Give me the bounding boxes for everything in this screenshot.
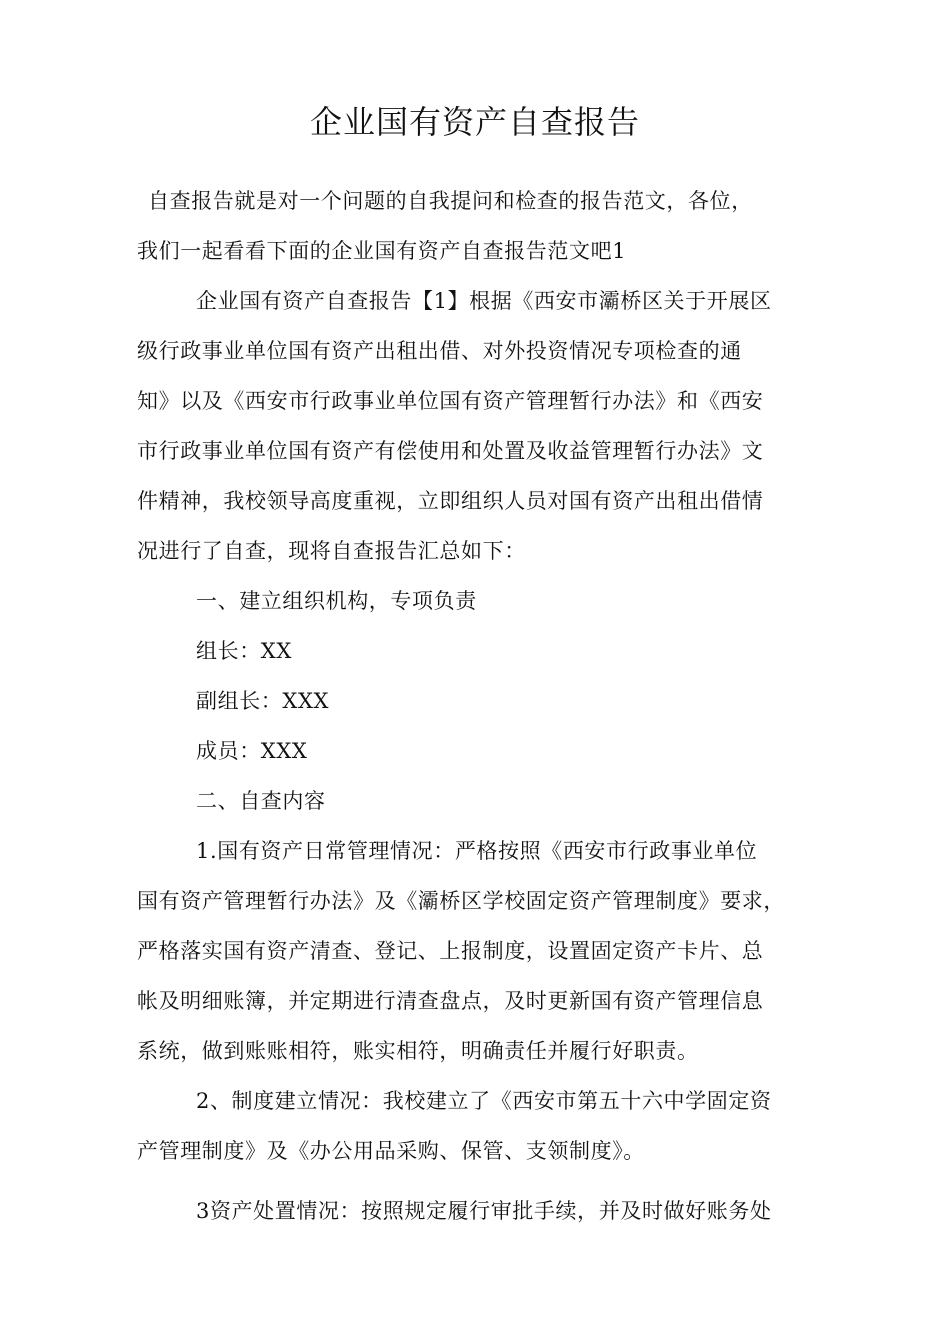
paragraph-line: 2、制度建立情况：我校建立了《西安市第五十六中学固定资 — [196, 1089, 772, 1113]
section-heading: 二、自查内容 — [196, 789, 326, 813]
paragraph-line: 级行政事业单位国有资产出租出借、对外投资情况专项检查的通 — [137, 339, 742, 363]
paragraph-line: 市行政事业单位国有资产有偿使用和处置及收益管理暂行办法》文 — [137, 439, 764, 463]
paragraph-line: 副组长：XXX — [196, 689, 330, 713]
paragraph-line: 企业国有资产自查报告【1】根据《西安市灞桥区关于开展区 — [196, 289, 772, 313]
paragraph-line: 1.国有资产日常管理情况：严格按照《西安市行政事业单位 — [196, 839, 758, 863]
paragraph-line: 成员：XXX — [196, 739, 308, 763]
document-title: 企业国有资产自查报告 — [309, 103, 640, 141]
paragraph-line: 3资产处置情况：按照规定履行审批手续，并及时做好账务处 — [196, 1199, 772, 1223]
paragraph-line: 组长：XX — [196, 639, 292, 663]
paragraph-line: 系统，做到账账相符，账实相符，明确责任并履行好职责。 — [137, 1039, 699, 1063]
paragraph-line: 产管理制度》及《办公用品采购、保管、支领制度》。 — [137, 1139, 645, 1163]
paragraph-line: 国有资产管理暂行办法》及《灞桥区学校固定资产管理制度》要求， — [137, 889, 785, 913]
paragraph-line: 件精神，我校领导高度重视，立即组织人员对国有资产出租出借情 — [137, 489, 764, 513]
paragraph-line: 知》以及《西安市行政事业单位国有资产管理暂行办法》和《西安 — [137, 389, 764, 413]
paragraph-line: 严格落实国有资产清查、登记、上报制度，设置固定资产卡片、总 — [137, 939, 764, 963]
section-heading: 一、建立组织机构，专项负责 — [196, 589, 477, 613]
paragraph-line: 帐及明细账簿，并定期进行清查盘点，及时更新国有资产管理信息 — [137, 989, 764, 1013]
paragraph-line: 况进行了自查，现将自查报告汇总如下： — [137, 539, 526, 563]
paragraph-line: 我们一起看看下面的企业国有资产自查报告范文吧1 — [137, 239, 627, 263]
paragraph-line: 自查报告就是对一个问题的自我提问和检查的报告范文，各位， — [148, 189, 753, 213]
